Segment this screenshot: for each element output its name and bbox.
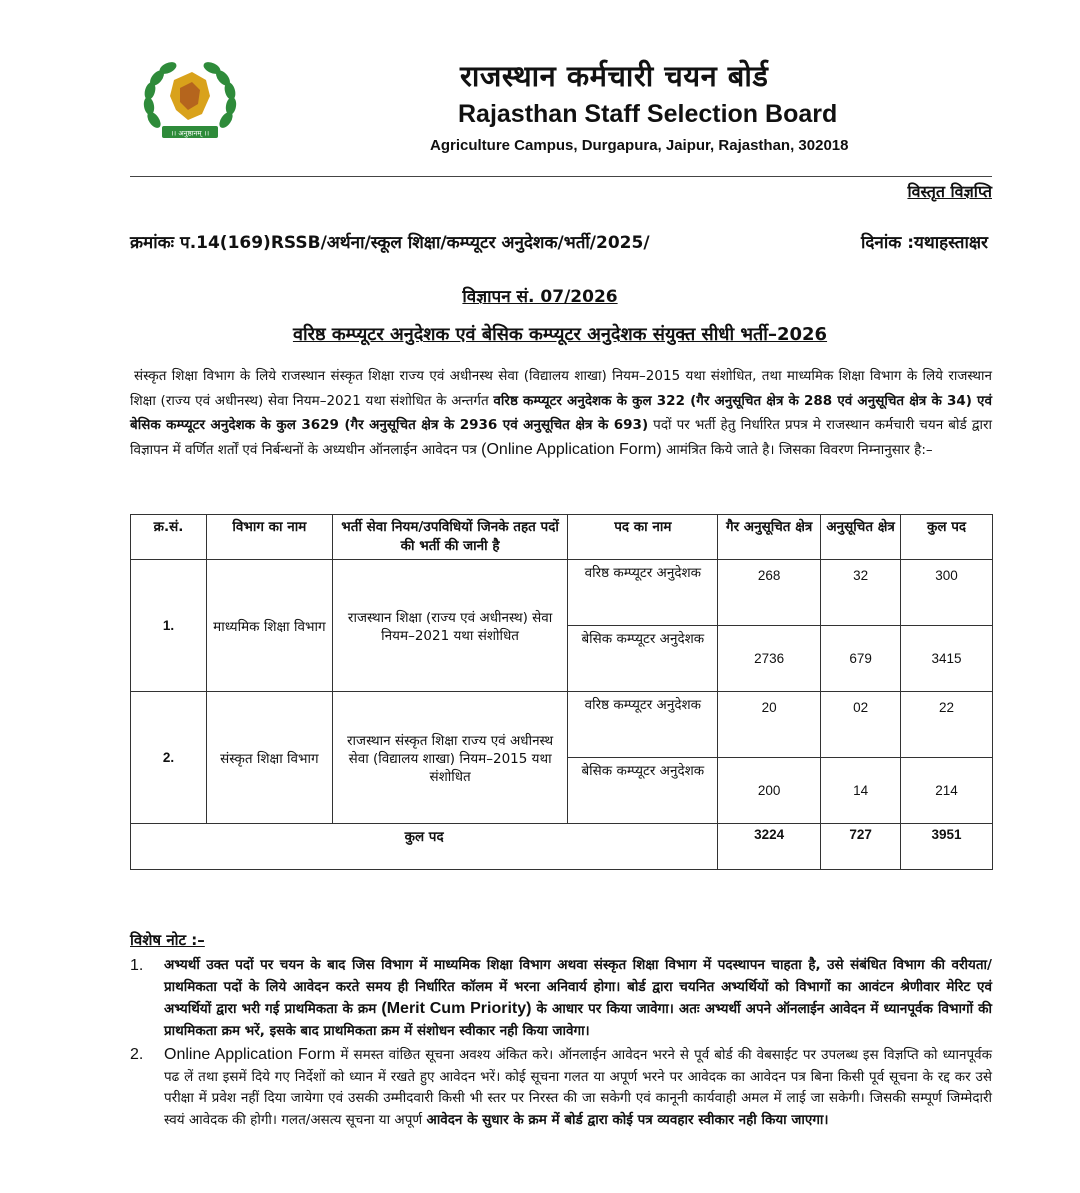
row-post-name: वरिष्ठ कम्प्यूटर अनुदेशक [568,692,718,758]
row-scheduled: 02 [821,692,901,758]
header-scheduled: अनुसूचित क्षेत्र [821,515,901,560]
row-department: संस्कृत शिक्षा विभाग [206,692,332,824]
intro-paragraph [130,364,992,462]
header-post-name: पद का नाम [568,515,718,560]
row-total: 300 [901,560,993,626]
note-1-text-a: अभ्यर्थी उक्त पदों पर चयन के बाद जिस विभाग में माध्यमिक शिक्षा विभाग अथवा संस्कृत शिक्षा विभाग में पदस्थापन चाहता है, उसे संबंधित विभाग की वरीयता/प्राथमिकता पदों के लिये आवेदन करते समय ही निर्धारित कॉलम में भरना अनिवार्य होगा। बोर्ड द्वारा चयनित अभ्यर्थियों को विभागों का आवंटन श्रेणीवार मेरिट एवं अभ्यर्थियों द्वारा भरी गई प्राथमिकता के क्रम [164,957,992,1017]
note-2-online-form: Online Application Form [164,1046,336,1063]
emblem-motto: ।। अनुष्ठानम् ।। [170,129,210,138]
header-department: विभाग का नाम [206,515,332,560]
header-divider [130,176,992,177]
header-non-scheduled: गैर अनुसूचित क्षेत्र [718,515,821,560]
row-scheduled: 14 [821,758,901,824]
table-header-row [131,515,993,560]
intro-online-form: (Online Application Form) [481,440,662,458]
note-2-text: में समस्त वांछित सूचना अवश्य अंकित करे। ऑनलाईन आवेदन भरने से पूर्व बोर्ड की वेबसाईट पर उपलब्ध इस विज्ञप्ति को ध्यानपूर्वक पढ लें तथा इसमें दिये गए निर्देशों को ध्यान में रखते हुए आवेदन भरें। कोई सूचना गलत या अपूर्ण भरने पर आवेदक का आवेदन पत्र बिना किसी पूर्व सूचना के रद्द कर उसे परीक्षा में प्रवेश नहीं दिया जायेगा एवं उसकी उम्मीदवारी किसी भी स्तर पर निरस्त की जा सकेगी एवं कानूनी कार्यवाही अमल में लाई जा सकेगी। जिसकी सम्पूर्ण जिम्मेदारी स्वयं आवेदक की होगी। गलत/असत्य सूचना या अपूर्ण [164,1047,992,1128]
row-non-scheduled: 200 [718,758,821,824]
row-rules: राजस्थान संस्कृत शिक्षा राज्य एवं अधीनस्थ सेवा (विद्यालय शाखा) नियम–2015 यथा संशोधित [332,692,568,824]
total-scheduled: 727 [821,824,901,870]
reference-date: दिनांक :यथाहस्ताक्षर [860,233,988,253]
row-post-name: बेसिक कम्प्यूटर अनुदेशक [568,758,718,824]
table-row [131,560,993,626]
row-post-name: बेसिक कम्प्यूटर अनुदेशक [568,626,718,692]
total-posts: 3951 [901,824,993,870]
intro-text-3: आमंत्रित किये जाते है। जिसका विवरण निम्नानुसार है:– [661,441,933,458]
emblem-logo-icon [140,58,240,150]
row-post-name: वरिष्ठ कम्प्यूटर अनुदेशक [568,560,718,626]
row-serial: 2. [131,692,207,824]
note-1-text-b: के आधार पर किया जावेगा। अतः अभ्यर्थी अपने ऑनलाईन आवेदन में ध्यानपूर्वक विभागों की प्राथमिकता क्रम भरें, इसके बाद प्राथमिकता क्रम में संशोधन स्वीकार नही किया जावेगा। [164,1001,992,1039]
row-serial: 1. [131,560,207,692]
header-serial: क्र.सं. [131,515,207,560]
header-total: कुल पद [901,515,993,560]
row-non-scheduled: 2736 [718,626,821,692]
row-non-scheduled: 20 [718,692,821,758]
note-2-bold-text: आवेदन के सुधार के क्रम में बोर्ड द्वारा कोई पत्र व्यवहार स्वीकार नही किया जाएगा। [426,1111,829,1128]
board-title-english: Rajasthan Staff Selection Board [458,100,838,128]
intro-vacancy-summary: वरिष्ठ कम्प्यूटर अनुदेशक के कुल 322 (गैर अनुसूचित क्षेत्र के 288 एवं अनुसूचित क्षेत्र के 34) एवं बेसिक कम्प्यूटर अनुदेशक के कुल 3629 (गैर अनुसूचित क्षेत्र के 2936 एवं अनुसूचित क्षेत्र के 693) [130,392,992,433]
table-row [131,692,993,758]
row-non-scheduled: 268 [718,560,821,626]
row-scheduled: 679 [821,626,901,692]
note-text [164,955,992,1042]
list-item [130,1044,992,1131]
special-note-list [130,955,992,1133]
note-number: 1. [130,957,144,974]
row-scheduled: 32 [821,560,901,626]
advertisement-number: विज्ञापन सं. 07/2026 [462,287,618,307]
special-note-heading: विशेष नोट :– [130,931,205,949]
advertisement-title: वरिष्ठ कम्प्यूटर अनुदेशक एवं बेसिक कम्प्यूटर अनुदेशक संयुक्त सीधी भर्ती–2026 [292,324,828,345]
row-total: 3415 [901,626,993,692]
reference-line [130,230,988,253]
board-title-hindi: राजस्थान कर्मचारी चयन बोर्ड [460,59,769,93]
intro-text-2: पदों पर भर्ती हेतु निर्धारित प्रपत्र मे राजस्थान कर्मचारी चयन बोर्ड द्वारा विज्ञापन में वर्णित शर्तों एवं निर्बन्धनों के अध्यधीन ऑनलाईन आवेदन पत्र [130,417,992,458]
row-total: 214 [901,758,993,824]
row-rules: राजस्थान शिक्षा (राज्य एवं अधीनस्थ) सेवा नियम–2021 यथा संशोधित [332,560,568,692]
list-item [130,955,992,1042]
board-address: Agriculture Campus, Durgapura, Jaipur, Rajasthan, 302018 [430,137,849,154]
notice-type-label: विस्तृत विज्ञप्ति [907,182,992,201]
reference-number: क्रमांकः प.14(169)RSSB/अर्थना/स्कूल शिक्षा/कम्प्यूटर अनुदेशक/भर्ती/2025/ [130,233,650,253]
total-non-scheduled: 3224 [718,824,821,870]
row-department: माध्यमिक शिक्षा विभाग [206,560,332,692]
intro-text-1: संस्कृत शिक्षा विभाग के लिये राजस्थान संस्कृत शिक्षा राज्य एवं अधीनस्थ सेवा (विद्यालय शाखा) नियम–2015 यथा संशोधित, तथा माध्यमिक शिक्षा विभाग के लिये राजस्थान शिक्षा (राज्य एवं अधीनस्थ) सेवा नियम–2021 यथा संशोधित के अन्तर्गत [130,368,992,409]
vacancy-table [130,514,993,870]
note-number: 2. [130,1046,144,1063]
table-total-row [131,824,993,870]
note-text [164,1044,992,1131]
note-1-merit-priority: (Merit Cum Priority) [381,1000,532,1017]
total-label: कुल पद [131,824,718,870]
rssb-emblem [140,58,240,150]
row-total: 22 [901,692,993,758]
header-rules: भर्ती सेवा नियम/उपविधियों जिनके तहत पदों की भर्ती की जानी है [332,515,568,560]
